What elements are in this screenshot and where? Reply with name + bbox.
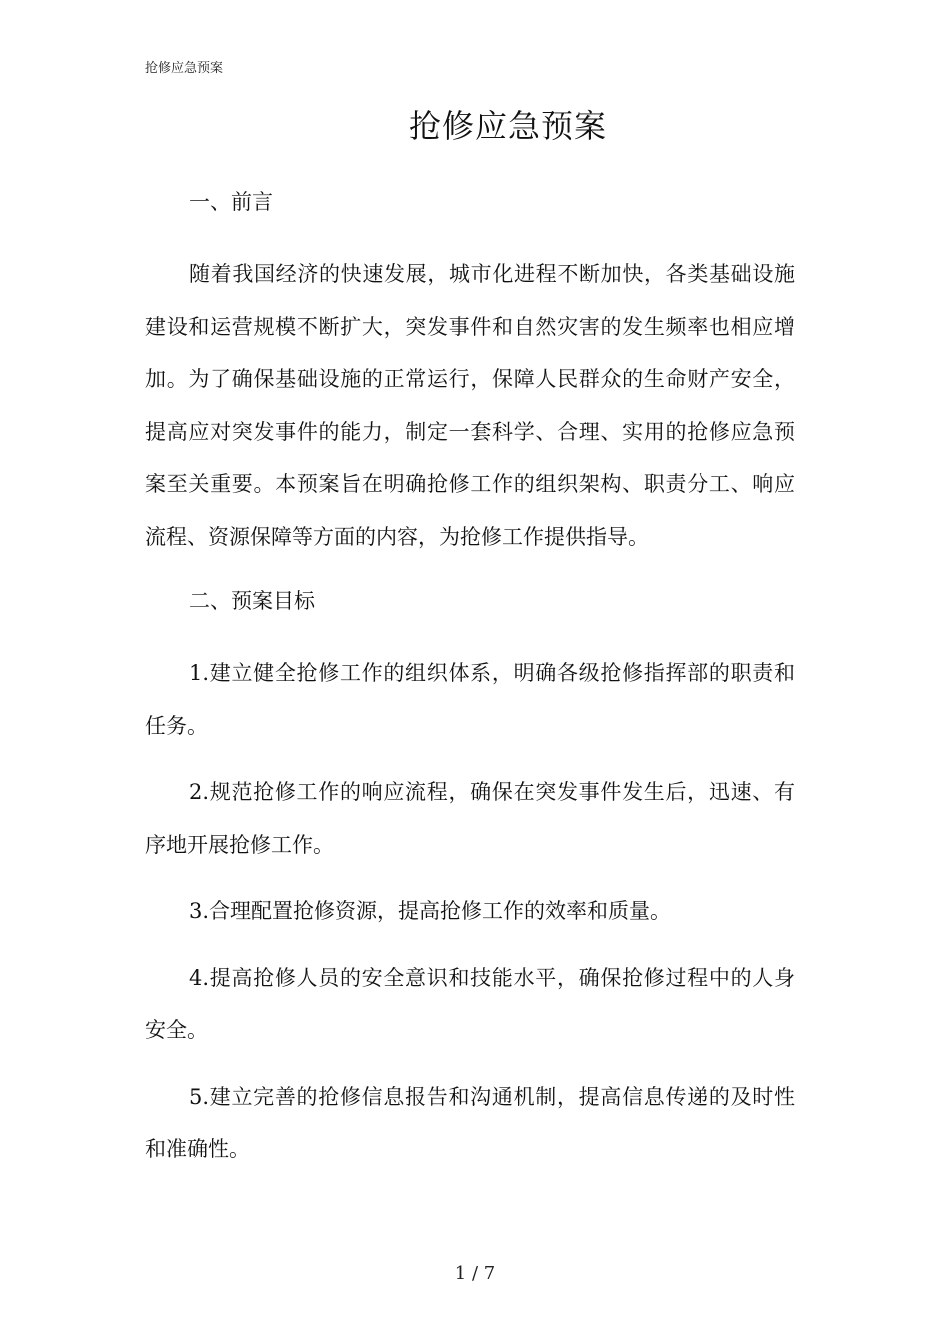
goal-item: 3.合理配置抢修资源，提高抢修工作的效率和质量。	[189, 899, 672, 923]
preface-paragraph: 随着我国经济的快速发展，城市化进程不断加快，各类基础设施建设和运营规模不断扩大，突发事件和自然灾害的发生频率也相应增加。为了确保基础设施的正常运行，保障人民群众的生命财产安全，提高应对突发事件的能力，制定一套科学、合理、实用的抢修应急预案至关重要。本预案旨在明确抢修工作的组织架构、职责分工、响应流程、资源保障等方面的内容，为抢修工作提供指导。	[145, 262, 795, 549]
goal-item: 4.提高抢修人员的安全意识和技能水平，确保抢修过程中的人身安全。	[145, 965, 795, 1042]
goal-item: 2.规范抢修工作的响应流程，确保在突发事件发生后，迅速、有序地开展抢修工作。	[145, 780, 795, 857]
goal-item: 5.建立完善的抢修信息报告和沟通机制，提高信息传递的及时性和准确性。	[145, 1084, 795, 1161]
page-number: 1 / 7	[454, 1263, 496, 1284]
document-title: 抢修应急预案	[408, 107, 607, 145]
section-heading-preface: 一、前言	[189, 190, 273, 214]
goal-item: 1.建立健全抢修工作的组织体系，明确各级抢修指挥部的职责和任务。	[145, 661, 795, 738]
document-body	[145, 178, 795, 1190]
section-heading-goals: 二、预案目标	[189, 589, 315, 613]
running-header: 抢修应急预案	[145, 61, 224, 76]
